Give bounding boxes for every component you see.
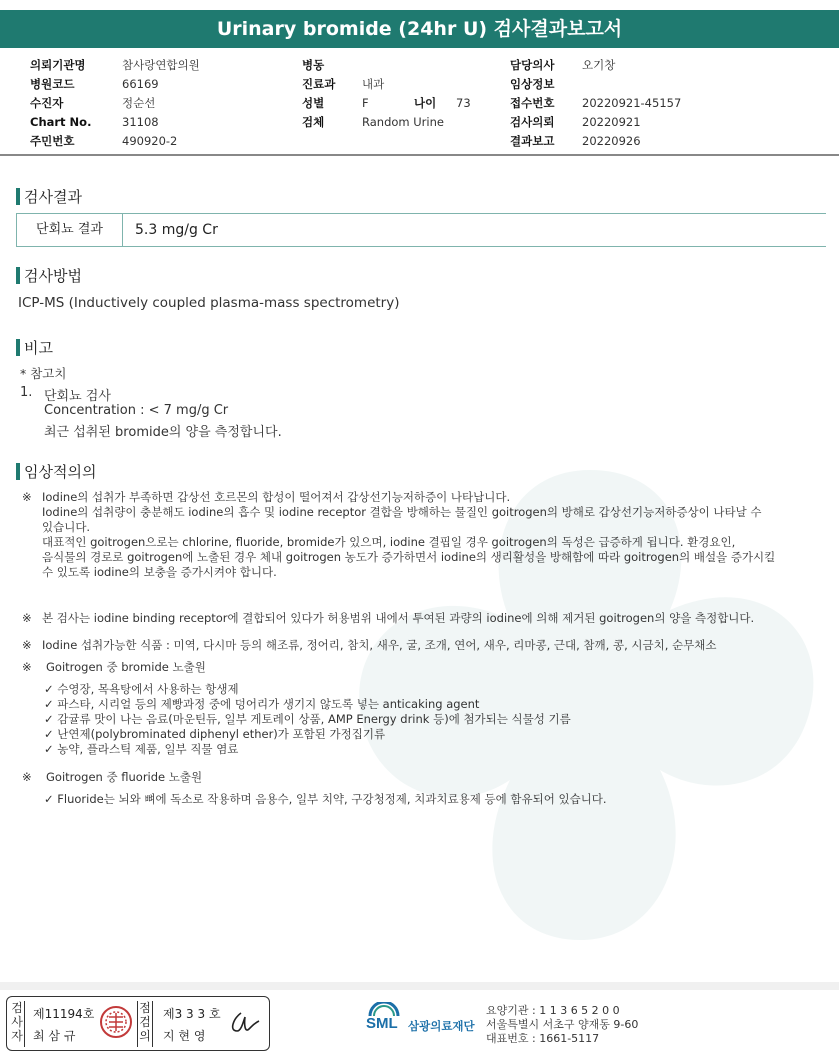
remark-concentration: Concentration : < 7 mg/g Cr (44, 403, 229, 418)
list-item-text: 감귤류 맛이 나는 음료(마운틴듀, 일부 게토레이 상품, AMP Energy drink 등)에 첨가되는 식물성 기름 (57, 712, 571, 726)
info-label: 병원코드 (30, 77, 75, 91)
info-value: 20220921 (582, 115, 641, 129)
info-row-institution (30, 56, 200, 75)
org-address: 서울특별시 서초구 양재동 9-60 (486, 1018, 639, 1031)
info-label: 수진자 (30, 96, 64, 110)
list-item (44, 727, 571, 742)
section-title-remarks (16, 337, 53, 358)
reviewer-name: 지 현 영 (163, 1029, 206, 1043)
inspector-name: 최 삼 규 (33, 1029, 76, 1043)
info-row-specimen (302, 113, 471, 132)
note-mark: ※ (22, 660, 32, 674)
info-row-sex-age (302, 94, 471, 113)
check-icon: ✓ (44, 727, 54, 741)
info-label: 임상정보 (510, 77, 555, 91)
check-icon: ✓ (44, 742, 54, 756)
info-label: 진료과 (302, 77, 336, 91)
section-bar (16, 339, 20, 356)
paragraph-line: 대표적인 goitrogen으로는 chlorine, fluoride, bromide가 있으며, iodine 결핍일 경우 goitrogen의 독성은 급증하게 됩니다. 환경요인, (42, 535, 736, 549)
reference-title: * 참고치 (20, 366, 67, 381)
footer-separator (0, 982, 839, 990)
list-item-text: 수영장, 목욕탕에서 사용하는 항생제 (57, 682, 239, 696)
info-row-doctor (510, 56, 681, 75)
list-item (44, 792, 607, 807)
section-title-text: 검사방법 (24, 267, 82, 285)
age-value: 73 (456, 96, 471, 110)
method-text: ICP-MS (Inductively coupled plasma-mass spectrometry) (18, 295, 400, 311)
info-row-patient (30, 94, 200, 113)
info-row-request-date (510, 113, 681, 132)
signature-box (6, 996, 270, 1051)
note-mark: ※ (22, 611, 32, 625)
clinical-paragraph-4: Goitrogen 중 bromide 노출원 (46, 660, 206, 674)
inspector-license: 제11194호 (33, 1007, 95, 1021)
section-bar (16, 463, 20, 480)
paragraph-line: Iodine의 섭취가 부족하면 갑상선 호르몬의 합성이 떨어져서 갑상선기능저하증이 나타납니다. (42, 490, 511, 504)
sml-logo-text: SML (366, 1015, 398, 1032)
note-mark: ※ (22, 638, 32, 652)
section-title-clinical (16, 461, 96, 482)
org-code: 요양기관 : 1 1 3 6 5 2 0 0 (486, 1004, 620, 1017)
info-value: 20220926 (582, 134, 641, 148)
info-label: 결과보고 (510, 134, 555, 148)
reviewer-license: 제3 3 3 호 (163, 1007, 221, 1021)
clinical-paragraph-2: 본 검사는 iodine binding receptor에 결합되어 있다가 허용범위 내에서 투여된 과량의 iodine에 의해 제거된 goitrogen의 양을 측정합니다. (42, 611, 755, 625)
section-bar (16, 188, 20, 205)
clinical-paragraph-5: Goitrogen 중 fluoride 노출원 (46, 770, 203, 784)
info-value: 정순선 (122, 96, 156, 110)
info-row-department (302, 75, 471, 94)
info-column-3 (510, 56, 681, 151)
info-column-1 (30, 56, 200, 151)
list-item-text: Fluoride는 뇌와 뼈에 독소로 작용하며 음용수, 일부 치약, 구강청정제, 치과치료용제 등에 함유되어 있습니다. (57, 792, 607, 806)
info-label: 주민번호 (30, 134, 75, 148)
check-icon: ✓ (44, 697, 54, 711)
info-row-ward (302, 56, 471, 75)
info-value: 참사랑연합의원 (122, 58, 200, 72)
info-row-resident-no (30, 132, 200, 151)
clinical-paragraph-3: Iodine 섭취가능한 식품 : 미역, 다시마 등의 해조류, 정어리, 참치, 새우, 굴, 조개, 연어, 새우, 리마콩, 근대, 참깨, 콩, 시금치, 순무채소 (42, 638, 717, 652)
result-box (16, 213, 826, 247)
info-value: 66169 (122, 77, 159, 91)
info-label: 병동 (302, 58, 325, 72)
paragraph-line: Iodine의 섭취량이 충분해도 iodine의 흡수 및 iodine receptor 결합을 방해하는 물질인 goitrogen의 방해로 갑상선기능저하증상이 나타날 수 (42, 505, 762, 519)
section-title-text: 임상적의의 (24, 463, 97, 481)
info-label: Chart No. (30, 115, 92, 129)
bromide-source-list (44, 682, 571, 757)
remark-number: 1. (20, 385, 33, 400)
list-item (44, 712, 571, 727)
paragraph-line: 수 있도록 iodine의 보충을 증가시켜야 합니다. (42, 565, 277, 579)
list-item-text: 파스타, 시리얼 등의 제빵과정 중에 덩어리가 생기지 않도록 넣는 anticaking agent (57, 697, 480, 711)
section-bar (16, 267, 20, 284)
info-value: 490920-2 (122, 134, 178, 148)
info-label: 의뢰기관명 (30, 58, 86, 72)
check-icon: ✓ (44, 712, 54, 726)
info-label: 검사의뢰 (510, 115, 555, 129)
clinical-paragraph-1 (42, 490, 822, 580)
signature-icon (227, 1009, 261, 1037)
section-title-result (16, 186, 82, 207)
info-label: 접수번호 (510, 96, 555, 110)
remark-item-title: 단회뇨 검사 (44, 389, 111, 404)
fluoride-source-list (44, 792, 607, 807)
info-value: Random Urine (362, 115, 444, 129)
info-value: F (362, 96, 369, 110)
info-label: 성별 (302, 96, 325, 110)
list-item (44, 682, 571, 697)
remark-note: 최근 섭취된 bromide의 양을 측정합니다. (44, 425, 282, 440)
info-row-clinical-info (510, 75, 681, 94)
info-row-hospital-code (30, 75, 200, 94)
info-value: 내과 (362, 77, 385, 91)
paragraph-line: 음식물의 경로로 goitrogen에 노출된 경우 체내 goitrogen 농도가 증가하면서 iodine의 생리활성을 방해함에 따라 goitrogen의 배설을 증가시킬 (42, 550, 776, 564)
org-phone: 대표번호 : 1661-5117 (486, 1032, 600, 1045)
report-title: Urinary bromide (24hr U) 검사결과보고서 (0, 10, 839, 48)
note-mark: ※ (22, 770, 32, 784)
info-row-receipt-no (510, 94, 681, 113)
section-title-method (16, 265, 82, 286)
result-label: 단회뇨 결과 (17, 214, 123, 246)
org-contact (486, 1004, 638, 1046)
age-label: 나이 (414, 96, 437, 110)
info-label: 검체 (302, 115, 325, 129)
reviewer-label: 점검의 (137, 1001, 153, 1047)
section-title-text: 비고 (24, 339, 53, 357)
info-row-chart-no (30, 113, 200, 132)
inspector-label: 검사자 (10, 1001, 25, 1047)
list-item-text: 농약, 플라스틱 제품, 일부 직물 염료 (57, 742, 239, 756)
section-title-text: 검사결과 (24, 188, 82, 206)
info-label: 담당의사 (510, 58, 555, 72)
info-column-2 (302, 56, 471, 132)
info-value: 31108 (122, 115, 159, 129)
header-divider (0, 154, 839, 156)
info-value: 20220921-45157 (582, 96, 682, 110)
info-value: 오기창 (582, 58, 616, 72)
result-value: 5.3 mg/g Cr (135, 222, 218, 238)
seal-icon (99, 1005, 133, 1039)
list-item-text: 난연제(polybrominated diphenyl ether)가 포함된 가정집기류 (57, 727, 386, 741)
info-row-report-date (510, 132, 681, 151)
list-item (44, 697, 571, 712)
org-name: 삼광의료재단 (408, 1019, 475, 1033)
paragraph-line: 있습니다. (42, 520, 91, 534)
check-icon: ✓ (44, 792, 54, 806)
check-icon: ✓ (44, 682, 54, 696)
note-mark: ※ (22, 490, 32, 504)
list-item (44, 742, 571, 757)
